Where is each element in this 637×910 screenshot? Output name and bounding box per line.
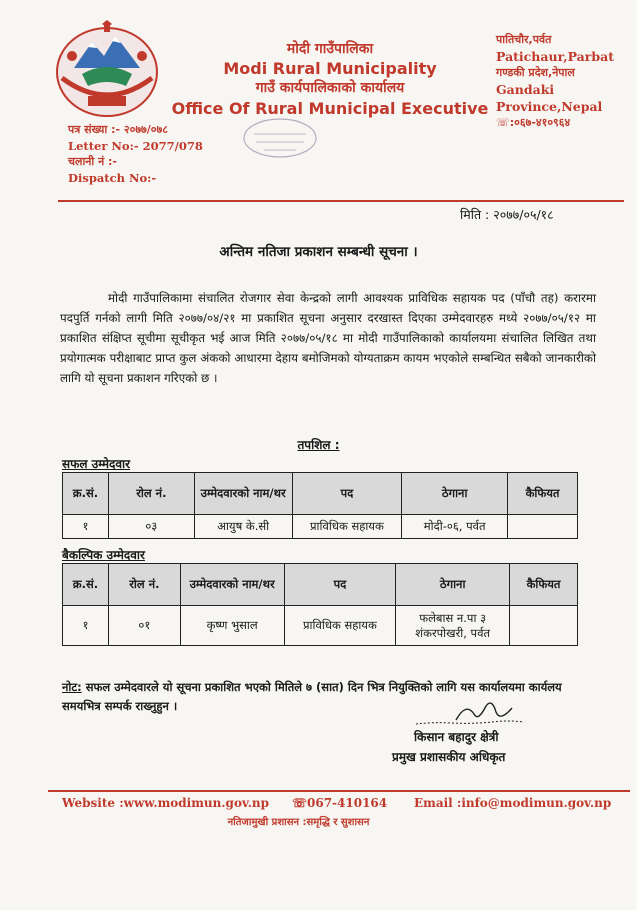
col-name: उम्मेदवारको नाम/थर — [194, 473, 292, 515]
footer-website: Website :www.modimun.gov.np — [62, 796, 270, 810]
address-np-2: गण्डकी प्रदेश,नेपाल — [496, 66, 575, 79]
signatory-name: किसान बहादुर क्षेत्री — [414, 730, 499, 744]
cell-roll: ०१ — [108, 606, 180, 646]
letterhead-title — [170, 40, 490, 119]
cell-address: मोदी-०६, पर्वत — [402, 515, 508, 539]
cell-post: प्राविधिक सहायक — [284, 606, 396, 646]
notice-date: मिति : २०७७/०५/१८ — [460, 207, 554, 222]
cell-roll: ०३ — [108, 515, 194, 539]
executive-name-en: Office Of Rural Municipal Executive — [171, 99, 489, 118]
col-post: पद — [284, 564, 396, 606]
cell-remarks — [508, 515, 578, 539]
address-phone: ☏:०६७-४१०९६४ — [496, 116, 571, 129]
cell-remarks — [510, 606, 578, 646]
col-sn: क्र.सं. — [63, 564, 109, 606]
letterhead-address — [496, 32, 636, 131]
notice-body: मोदी गाउँपालिकामा संचालित रोजगार सेवा केन्द्रको लागी आवश्यक प्राविधिक सहायक पद (पाँचौ तह) करारमा पदपुर्ति गर्नको लागी मिति २०७७/०४/२१ मा प्रकाशित सूचना अनुसार दरखास्त दिएका उम्मेदवारहरु मध्ये २०७७/०५/१२ मा प्रकाशित संक्षिप्त सूचीमा सूचीकृत भई आज मिति २०७७/०५/१८ मा मोदी गाउँपालिकाको कार्यालयमा संचालित लिखित तथा प्रयोगात्मक परीक्षाबाट प्राप्त कुल अंकको आधारमा देहाय बमोजिमको योग्यताक्रम कायम भएकोले सम्बन्धित सबैको जानकारीको लागि यो सूचना प्रकाशन गरिएको छ । — [60, 291, 596, 385]
letter-reference — [68, 122, 203, 186]
cell-address — [396, 606, 510, 646]
footer-divider — [48, 790, 630, 792]
col-sn: क्र.सं. — [63, 473, 109, 515]
office-seal-stamp — [240, 116, 320, 160]
alternate-candidate-label: बैकल्पिक उम्मेदवार — [62, 548, 145, 562]
cell-address-line-2: शंकरपोखरी, पर्वत — [415, 625, 491, 640]
nepal-emblem-icon — [52, 20, 162, 120]
table-header-row — [63, 473, 578, 515]
signatory-title: प्रमुख प्रशासकीय अधिकृत — [392, 750, 506, 764]
col-name: उम्मेदवारको नाम/थर — [180, 564, 284, 606]
notice-subject: अन्तिम नतिजा प्रकाशन सम्बन्धी सूचना । — [219, 244, 418, 260]
address-en-1: Patichaur,Parbat — [496, 49, 614, 64]
successful-candidate-table — [62, 472, 578, 539]
cell-sn: १ — [63, 606, 109, 646]
dispatch-no-np: चलानी नं :- — [68, 155, 117, 168]
col-address: ठेगाना — [396, 564, 510, 606]
office-name-np: मोदी गाउँपालिका — [286, 41, 374, 57]
col-roll: रोल नं. — [108, 473, 194, 515]
address-en-3: Province,Nepal — [496, 99, 603, 114]
dispatch-no-en: Dispatch No:- — [68, 171, 157, 185]
col-remarks: कैफियत — [508, 473, 578, 515]
footer-motto — [0, 814, 637, 828]
note-text: सफल उम्मेदवारले यो सूचना प्रकाशित भएको मितिले ७ (सात) दिन भित्र नियुक्तिको लागि यस कार्यालयमा कार्यलय समयभित्र सम्पर्क राख्नुहुन । — [62, 680, 562, 713]
cell-sn: १ — [63, 515, 109, 539]
cell-post: प्राविधिक सहायक — [292, 515, 402, 539]
col-remarks: कैफियत — [510, 564, 578, 606]
details-heading: तपशिल : — [297, 438, 340, 452]
signature-mark — [412, 700, 532, 728]
cell-name: आयुष के.सी — [194, 515, 292, 539]
successful-candidate-label: सफल उम्मेदवार — [62, 457, 131, 471]
header-divider — [58, 200, 624, 202]
note-label: नोट: — [62, 680, 82, 694]
table-row — [63, 606, 578, 646]
cell-name: कृष्ण भुसाल — [180, 606, 284, 646]
col-roll: रोल नं. — [108, 564, 180, 606]
executive-name-np: गाउँ कार्यपालिकाको कार्यालय — [255, 80, 405, 96]
footer-email: Email :info@modimun.gov.np — [414, 796, 612, 810]
letter-no-en: Letter No:- 2077/078 — [68, 139, 203, 153]
office-name-en: Modi Rural Municipality — [223, 59, 437, 78]
letter-no-np: पत्र संख्या :- २०७७/०७८ — [68, 123, 168, 136]
alternate-candidate-table — [62, 563, 578, 646]
table-row — [63, 515, 578, 539]
address-np-1: पातिचौर,पर्वत — [496, 33, 552, 46]
footer-motto-text: नतिजामुखी प्रशासन :समृद्धि र सुशासन — [227, 817, 370, 828]
table-header-row — [63, 564, 578, 606]
cell-address-line-1: फलेबास न.पा ३ — [419, 610, 487, 625]
address-en-2: Gandaki — [496, 82, 555, 97]
col-address: ठेगाना — [402, 473, 508, 515]
footer-phone: ☏067-410164 — [292, 796, 388, 810]
col-post: पद — [292, 473, 402, 515]
